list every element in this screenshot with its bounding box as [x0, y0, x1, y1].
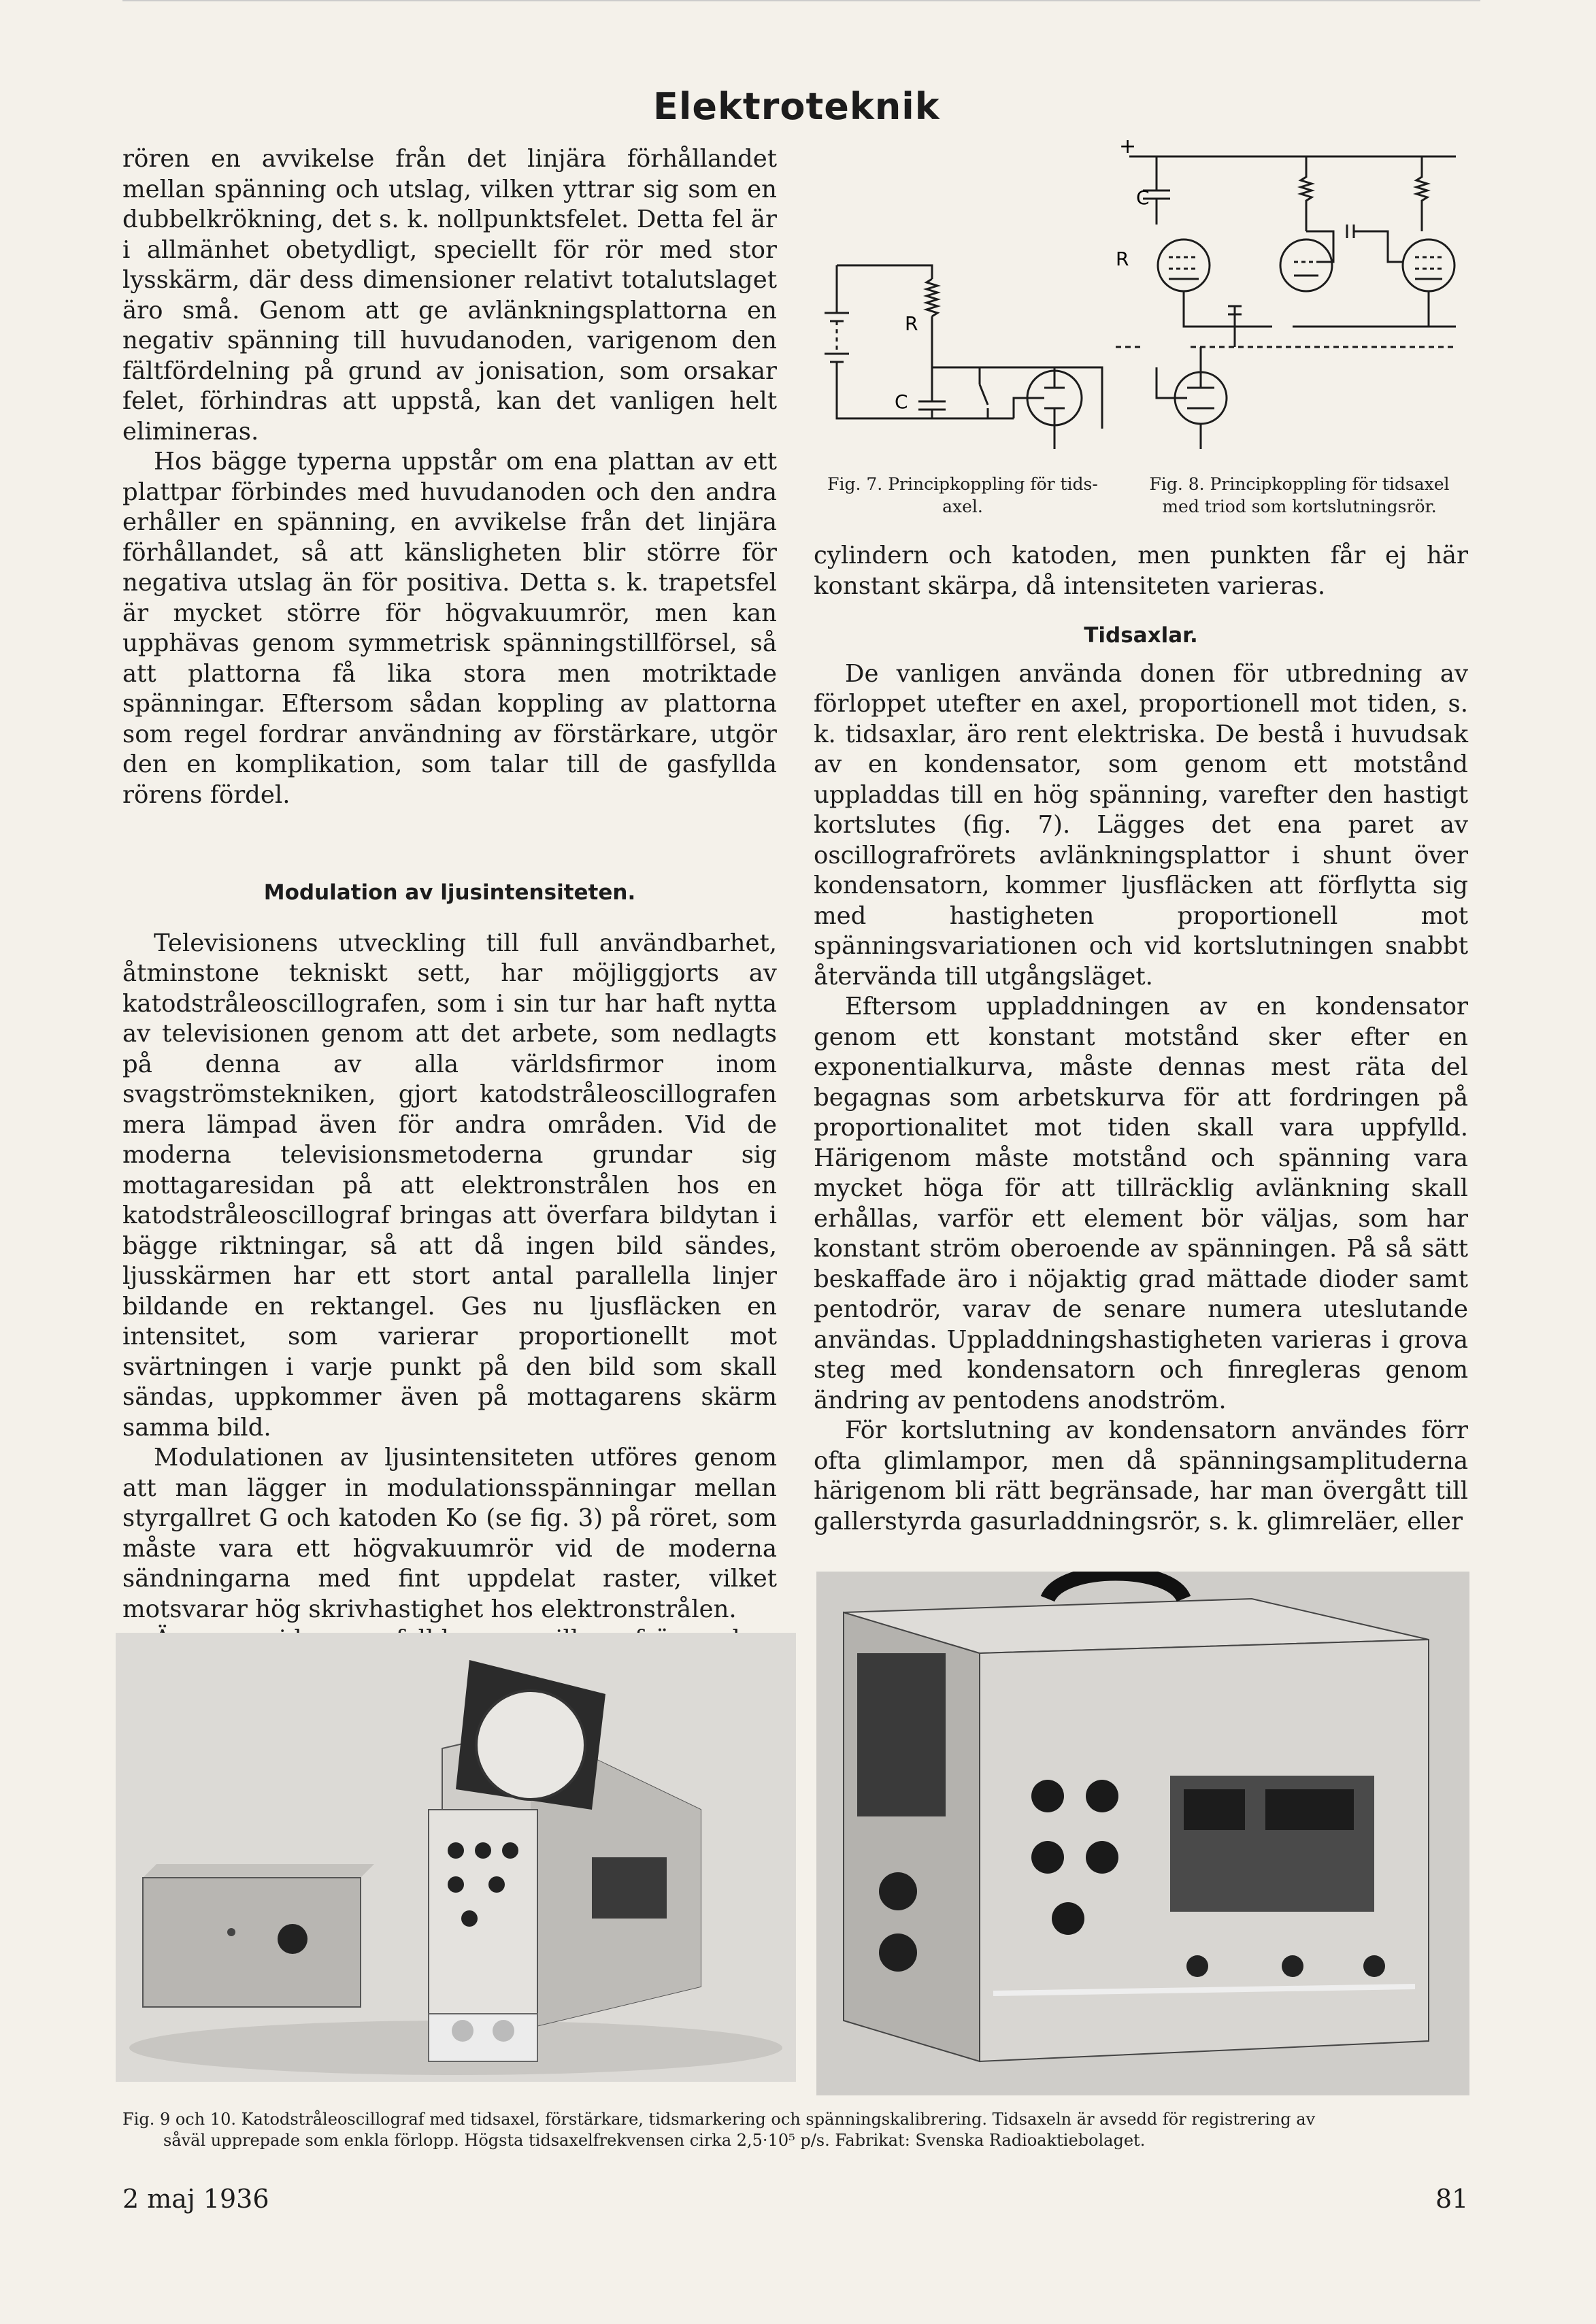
fig8-caption	[1129, 473, 1469, 518]
page-number: 81	[1435, 2184, 1469, 2214]
fig7-caption	[810, 473, 1116, 518]
right-column	[814, 541, 1468, 1537]
photo-caption-line: Fig. 9 och 10. Katodstråleoscillograf med tidsaxel, förstärkare, tidsmarkering och spänningskalibrering. Tidsaxeln är avsedd för registrering av	[122, 2110, 1316, 2129]
photo-fig10	[816, 1572, 1469, 2095]
section-heading: Tidsaxlar.	[1084, 623, 1198, 648]
paragraph: De vanligen använda donen för utbredning av förloppet utefter en axel, proportionell mot tiden, s. k. tidsaxlar, äro rent elektriska. De bestå i huvudsak av en kondensator, som genom ett motstånd uppladdas till en hög spänning, varefter den hastigt kortslutes (fig. 7). Lägges det ena paret av oscillografrörets avlänkningsplattor i shunt över kondensatorn, kommer ljusfläcken att förflytta sig med hastigheten proportionell mot spänningsvariationen och vid kortslutningen snabbt återvända till utgångsläget.	[814, 659, 1468, 991]
fig8-schematic	[1116, 136, 1469, 463]
left-column-top	[122, 144, 777, 810]
fig7-label-c: C	[895, 391, 908, 413]
paragraph: rören en avvikelse från det linjära förhållandet mellan spänning och utslag, vilken yttrar sig som en dubbelkrökning, det s. k. nollpunktsfelet. Detta fel är i allmänhet obetydligt, speciellt för rör med stor lysskärm, där dess dimensioner relativt totalutslaget äro små. Genom att ge avlänkningsplattorna en negativ spänning till huvudanoden, varigenom den fältfördelning på grund av jonisation, som orsakar felet, förhindras att uppstå, kan det vanligen helt elimineras.	[122, 145, 777, 446]
fig7-caption-line: Fig. 7. Principkoppling för tids-	[827, 474, 1098, 494]
page-header: Elektroteknik	[653, 85, 940, 128]
footer-date: 2 maj 1936	[122, 2184, 269, 2214]
fig8-caption-line: Fig. 8. Principkoppling för tidsaxel	[1149, 474, 1450, 494]
photo-fig9	[116, 1633, 796, 2082]
fig7-caption-line: axel.	[942, 497, 983, 516]
section-heading: Modulation av ljusintensiteten.	[263, 880, 636, 905]
fig7-label-r: R	[905, 312, 918, 335]
paragraph: cylindern och katoden, men punkten får ej här konstant skärpa, då intensiteten varieras.	[814, 542, 1468, 600]
fig8-label-c: C	[1136, 186, 1150, 209]
fig8-caption-line: med triod som kortslutningsrör.	[1162, 497, 1437, 516]
paragraph: Modulationen av ljusintensiteten utföres genom att man lägger in modulationsspänningar mellan styrgallret G och katoden Ko (se fig. 3) på röret, som måste vara ett högvakuumrör vid de moderna sändningarna med fint uppdelat raster, vilket motsvarar hög skrivhastighet hos elektronstrålen.	[122, 1444, 777, 1623]
photo-caption	[122, 2109, 1469, 2151]
fig7-schematic	[810, 245, 1116, 463]
paragraph: Televisionens utveckling till full användbarhet, åtminstone tekniskt sett, har möjliggjorts av katodstråleoscillografen, som i sin tur har haft nytta av televisionen genom att det arbete, som nedlagts på denna av alla världsfirmor inom svagströmstekniken, gjort katodstråleoscillografen mera lämpad även för andra områden. Vid de moderna televisionsmetoderna grundar sig mottagaresidan på att elektronstrålen hos en katodstråleoscillograf bringas att överfara bildytan i bägge riktningar, så att då ingen bild sändes, ljusskärmen har ett stort antal parallella linjer bildande en rektangel. Ges nu ljusfläcken en intensitet, som varierar proportionellt mot svärtningen i varje punkt på den bild som skall sändas, uppkommer även på mottagarens skärm samma bild.	[122, 929, 777, 1442]
left-column-section	[122, 878, 777, 1716]
paragraph: Eftersom uppladdningen av en kondensator genom ett konstant motstånd sker efter en exponentialkurva, måste dennas mest räta del begagnas som arbetskurva för att fordringen på proportionalitet mot tiden skall vara uppfylld. Härigenom måste motstånd och spänning vara mycket höga för att tillräcklig avlänkning skall erhållas, varför ett element bör väljas, som har konstant ström oberoende av spänningen. På så sätt beskaffade äro i nöjaktig grad mättade dioder samt pentodrör, varav de senare numera uteslutande användas. Uppladdningshastigheten varieras i grova steg med kondensatorn och finregleras genom ändring av pentodens anodström.	[814, 993, 1468, 1414]
fig8-label-r: R	[1116, 248, 1129, 270]
paragraph: Hos bägge typerna uppstår om ena plattan av ett plattpar förbindes med huvudanoden och den andra erhåller en spänning, en avvikelse från det linjära förhållandet, så att känsligheten blir större för negativa utslag än för positiva. Detta s. k. trapetsfel är mycket större för högvakuumrör, men kan upphävas genom symmetrisk spänningstillförsel, så att plattorna få lika stora men motriktade spänningar. Eftersom sådan koppling av plattorna som regel fordrar användning av förstärkare, utgör den en komplikation, som talar till de gasfyllda rörens fördel.	[122, 448, 777, 809]
fig8-label-plus: +	[1119, 136, 1137, 159]
paragraph: För kortslutning av kondensatorn användes förr ofta glimlampor, men då spänningsamplituderna härigenom bli rätt begränsade, har man övergått till gallerstyrda gasurladdningsrör, s. k. glimreläer, eller	[814, 1416, 1468, 1536]
top-rule	[122, 0, 1480, 1]
photo-caption-line: såväl upprepade som enkla förlopp. Högsta tidsaxelfrekvensen cirka 2,5·10⁵ p/s. Fabrikat: Svenska Radioaktiebolaget.	[163, 2131, 1146, 2150]
